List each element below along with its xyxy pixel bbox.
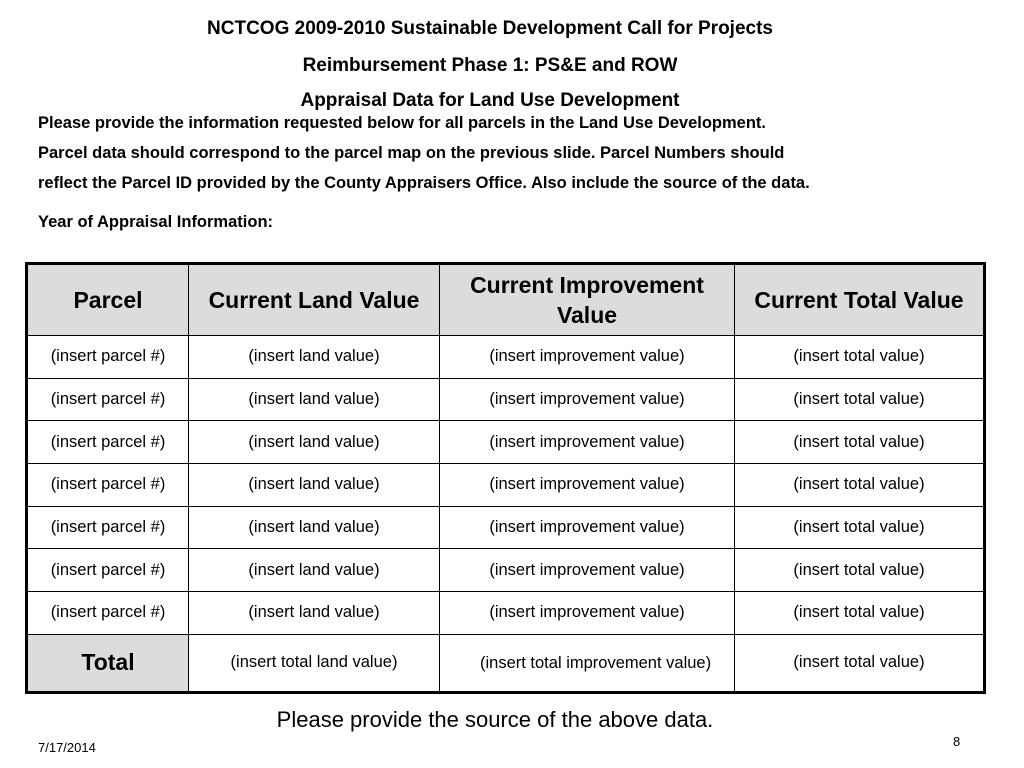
improvement-value-cell[interactable]: (insert improvement value) [440, 506, 735, 549]
instruction-line-3: reflect the Parcel ID provided by the County Appraisers Office. Also include the source of the data. [38, 174, 810, 192]
total-value-cell[interactable]: (insert total value) [735, 464, 985, 507]
parcel-cell[interactable]: (insert parcel #) [27, 421, 189, 464]
total-value-cell[interactable]: (insert total value) [735, 592, 985, 635]
parcel-cell[interactable]: (insert parcel #) [27, 506, 189, 549]
total-value-cell[interactable]: (insert total value) [735, 506, 985, 549]
instruction-line-2: Parcel data should correspond to the parcel map on the previous slide. Parcel Numbers should [38, 144, 785, 162]
improvement-value-cell[interactable]: (insert improvement value) [440, 549, 735, 592]
table-row [27, 549, 985, 592]
total-total-value-cell[interactable]: (insert total value) [735, 634, 985, 692]
source-prompt: Please provide the source of the above data. [276, 707, 714, 732]
table-row [27, 378, 985, 421]
table-row [27, 592, 985, 635]
improvement-value-cell[interactable]: (insert improvement value) [440, 336, 735, 379]
header-current-improvement-value: Current Improvement Value [440, 264, 735, 336]
title-line-2: Reimbursement Phase 1: PS&E and ROW [302, 55, 678, 76]
land-value-cell[interactable]: (insert land value) [189, 549, 440, 592]
appraisal-data-table [25, 262, 986, 694]
improvement-value-cell[interactable]: (insert improvement value) [440, 592, 735, 635]
improvement-value-cell[interactable]: (insert improvement value) [440, 421, 735, 464]
improvement-value-cell[interactable]: (insert improvement value) [440, 464, 735, 507]
total-value-cell[interactable]: (insert total value) [735, 336, 985, 379]
page-number: 8 [953, 734, 961, 749]
header-current-land-value: Current Land Value [189, 264, 440, 336]
land-value-cell[interactable]: (insert land value) [189, 592, 440, 635]
land-value-cell[interactable]: (insert land value) [189, 464, 440, 507]
parcel-cell[interactable]: (insert parcel #) [27, 378, 189, 421]
header-current-total-value: Current Total Value [735, 264, 985, 336]
table-row [27, 336, 985, 379]
title-line-1: NCTCOG 2009-2010 Sustainable Development Call for Projects [207, 18, 773, 39]
parcel-cell[interactable]: (insert parcel #) [27, 549, 189, 592]
land-value-cell[interactable]: (insert land value) [189, 421, 440, 464]
header-parcel: Parcel [27, 264, 189, 336]
table-total-row [27, 634, 985, 692]
parcel-cell[interactable]: (insert parcel #) [27, 336, 189, 379]
land-value-cell[interactable]: (insert land value) [189, 378, 440, 421]
slide-date: 7/17/2014 [38, 740, 96, 755]
table-row [27, 464, 985, 507]
land-value-cell[interactable]: (insert land value) [189, 506, 440, 549]
table-header-row [27, 264, 985, 336]
total-label: Total [27, 634, 189, 692]
year-of-appraisal-label: Year of Appraisal Information: [38, 213, 274, 231]
instruction-line-1: Please provide the information requested below for all parcels in the Land Use Development. [38, 114, 767, 132]
total-value-cell[interactable]: (insert total value) [735, 549, 985, 592]
parcel-cell[interactable]: (insert parcel #) [27, 592, 189, 635]
total-value-cell[interactable]: (insert total value) [735, 421, 985, 464]
total-land-value-cell[interactable]: (insert total land value) [189, 634, 440, 692]
title-line-3: Appraisal Data for Land Use Development [300, 90, 680, 111]
table-row [27, 421, 985, 464]
parcel-cell[interactable]: (insert parcel #) [27, 464, 189, 507]
improvement-value-cell[interactable]: (insert improvement value) [440, 378, 735, 421]
total-improvement-value-cell[interactable]: (insert total improvement value) [440, 634, 735, 692]
land-value-cell[interactable]: (insert land value) [189, 336, 440, 379]
table-row [27, 506, 985, 549]
total-value-cell[interactable]: (insert total value) [735, 378, 985, 421]
